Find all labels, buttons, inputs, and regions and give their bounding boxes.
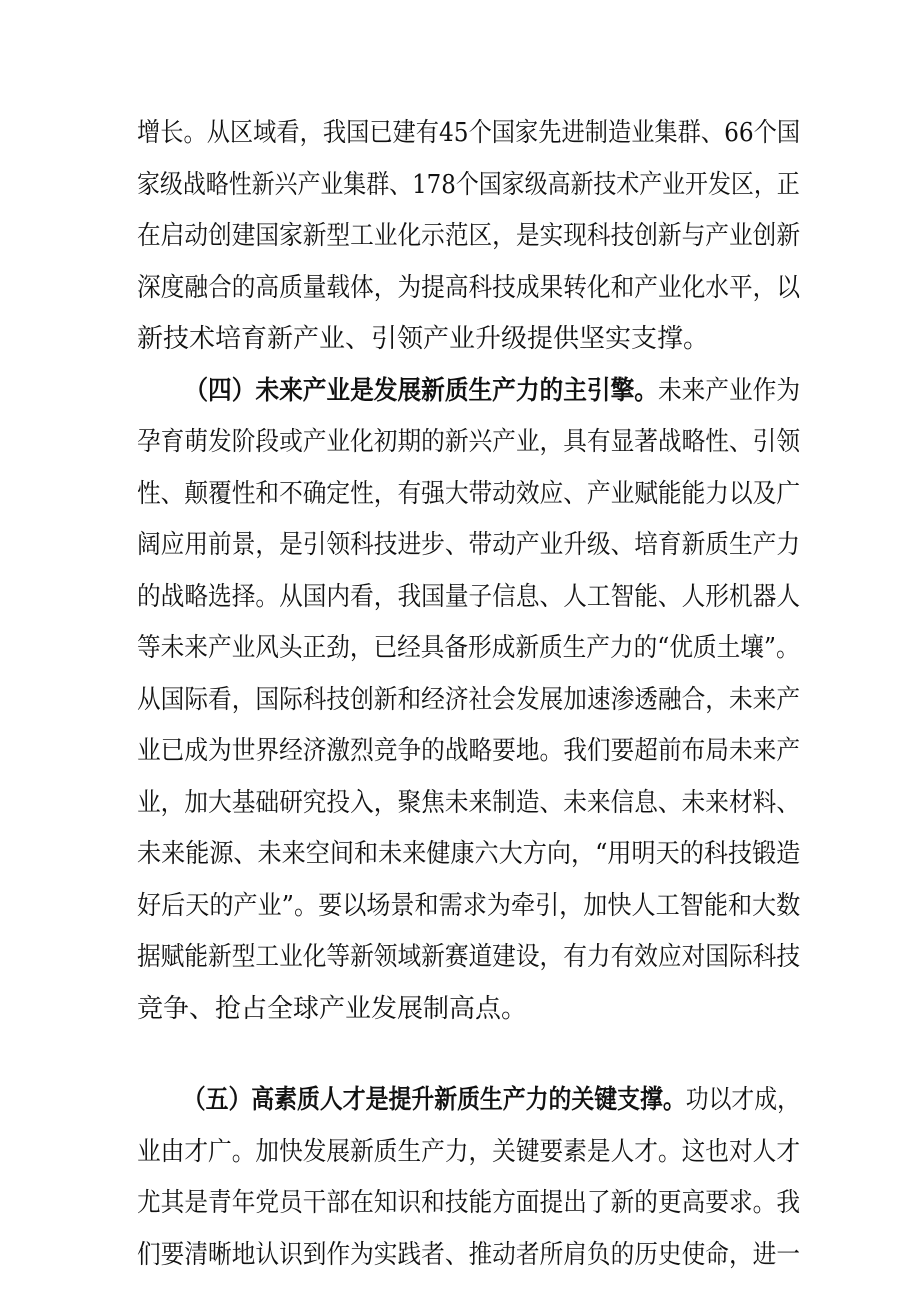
text-line: 业由才广。加快发展新质生产力，关键要素是人才。这也对人才 [137,1136,801,1167]
paragraph-future-industries [137,366,800,1036]
paragraph-first-line [137,366,801,418]
text-line: 增长。从区域看，我国已建有45个国家先进制造业集群、66个国 [137,118,801,148]
text-line: 竞争、抢占全球产业发展制高点。 [137,993,528,1024]
text-line: 在启动创建国家新型工业化示范区，是实现科技创新与产业创新 [137,221,801,251]
text-line: 们要清晰地认识到作为实践者、推动者所肩负的历史使命，进一 [137,1239,801,1270]
paragraph-first-line [137,1075,801,1127]
text-line: 孕育萌发阶段或产业化初期的新兴产业，具有显著战略性、引领 [137,427,801,457]
text-line: 尤其是青年党员干部在知识和技能方面提出了新的更高要求。我 [137,1188,801,1218]
text-span: 功以才成， [685,1085,801,1115]
text-line: 好后天的产业”。要以场景和需求为牵引，加快人工智能和大数 [137,890,801,921]
text-line: 性、颠覆性和不确定性，有强大带动效应、产业赋能能力以及广 [137,478,801,509]
text-line: 阔应用前景，是引领科技进步、带动产业升级、培育新质生产力 [137,530,801,560]
text-line: 新技术培育新产业、引领产业升级提供坚实支撑。 [137,324,710,354]
document-body [137,108,800,1281]
paragraph-talent [137,1075,800,1281]
text-line: 业已成为世界经济激烈竞争的战略要地。我们要超前布局未来产 [137,736,801,766]
text-line: 家级战略性新兴产业集群、178个国家级高新技术产业开发区，正 [137,169,800,200]
text-span: 未来产业作为 [657,375,801,406]
paragraph-spacer [137,1035,800,1075]
text-line: 未来能源、未来空间和未来健康六大方向，“用明天的科技锻造 [137,839,801,869]
section-heading-four: （四）未来产业是发展新质生产力的主引擎。 [184,375,658,406]
section-heading-five: （五）高素质人才是提升新质生产力的关键支撑。 [182,1085,686,1115]
paragraph-regional-clusters [137,108,800,366]
text-line: 业，加大基础研究投入，聚焦未来制造、未来信息、未来材料、 [137,787,801,818]
text-line: 等未来产业风头正劲，已经具备形成新质生产力的“优质土壤”。 [137,633,800,663]
text-line: 从国际看，国际科技创新和经济社会发展加速渗透融合，未来产 [137,684,801,715]
text-line: 深度融合的高质量载体，为提高科技成果转化和产业化水平，以 [137,272,801,303]
text-line: 据赋能新型工业化等新领域新赛道建设，有力有效应对国际科技 [137,942,801,972]
text-line: 的战略选择。从国内看，我国量子信息、人工智能、人形机器人 [137,581,801,612]
